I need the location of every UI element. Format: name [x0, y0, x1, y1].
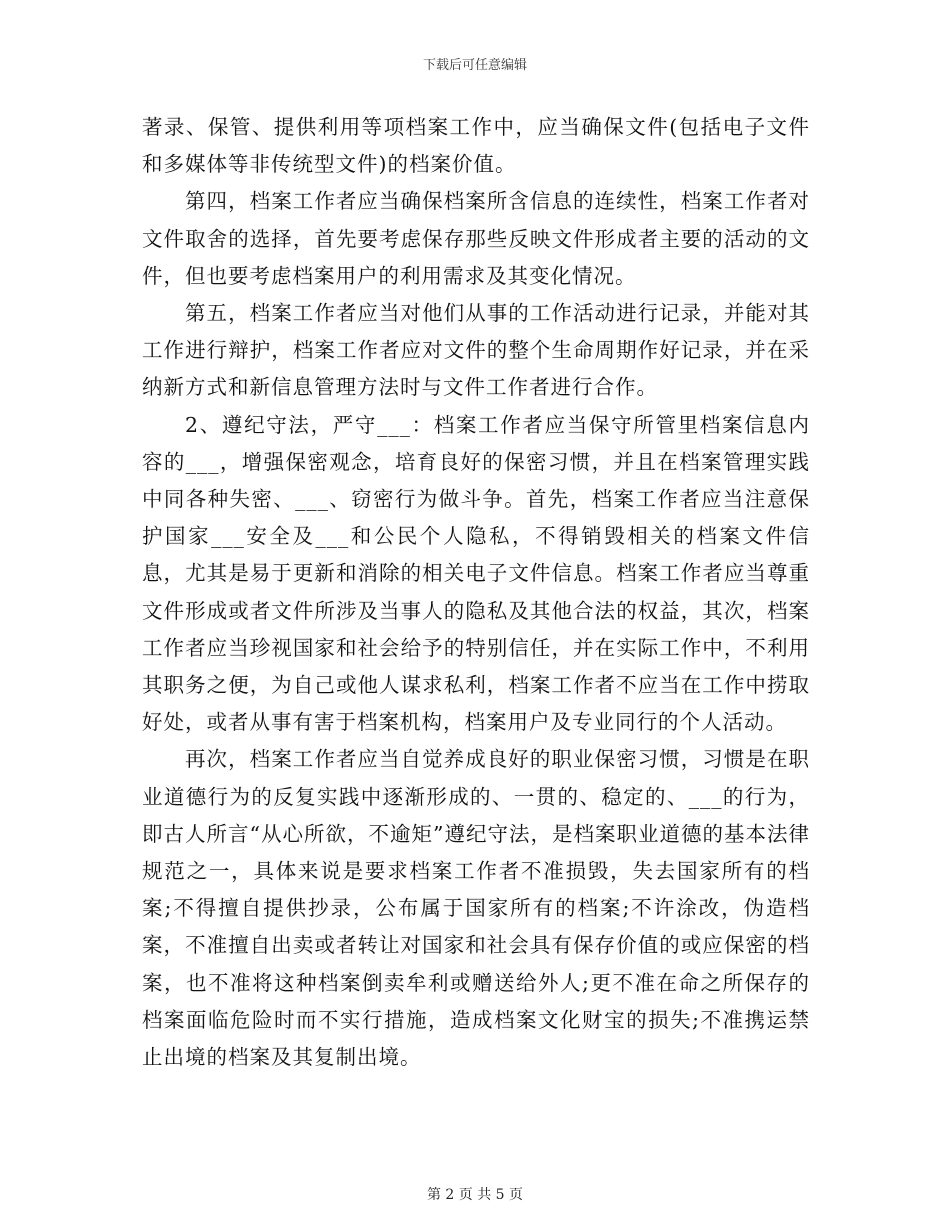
page-header: 下载后可任意编辑: [422, 58, 527, 73]
document-body: [142, 109, 810, 1076]
paragraph-2: 第四，档案工作者应当确保档案所含信息的连续性，档案工作者对文件取舍的选择，首先要考虑保存那些反映文件形成者主要的活动的文件，但也要考虑档案用户的利用需求及其变化情况。: [142, 189, 810, 288]
paragraph-4: 2、遵纪守法，严守___：档案工作者应当保守所管里档案信息内容的___，增强保密观念，培育良好的保密习惯，并且在档案管理实践中同各种失密、___、窃密行为做斗争。首先，档案工作者应当注意保护国家___安全及___和公民个人隐私，不得销毁相关的档案文件信息，尤其是易于更新和消除的相关电子文件信息。档案工作者应当尊重文件形成或者文件所涉及当事人的隐私及其他合法的权益，其次，档案工作者应当珍视国家和社会给予的特别信任，并在实际工作中，不利用其职务之便，为自己或他人谋求私利，档案工作者不应当在工作中捞取好处，或者从事有害于档案机构，档案用户及专业同行的个人活动。: [142, 412, 810, 735]
paragraph-1: 著录、保管、提供利用等项档案工作中，应当确保文件(包括电子文件和多媒体等非传统型文件)的档案价值。: [142, 115, 810, 177]
page-footer: 第 2 页 共 5 页: [426, 1187, 524, 1203]
paragraph-5: 再次，档案工作者应当自觉养成良好的职业保密习惯，习惯是在职业道德行为的反复实践中逐渐形成的、一贯的、稳定的、___的行为，即古人所言“从心所欲，不逾矩”遵纪守法，是档案职业道德的基本法律规范之一，具体来说是要求档案工作者不准损毁，失去国家所有的档案;不得擅自提供抄录，公布属于国家所有的档案;不许涂改，伪造档案，不准擅自出卖或者转让对国家和社会具有保存价值的或应保密的档案，也不准将这种档案倒卖牟利或赠送给外人;更不准在命之所保存的档案面临危险时而不实行措施，造成档案文化财宝的损失;不准携运禁止出境的档案及其复制出境。: [142, 747, 810, 1070]
paragraph-3: 第五，档案工作者应当对他们从事的工作活动进行记录，并能对其工作进行辩护，档案工作者应对文件的整个生命周期作好记录，并在采纳新方式和新信息管理方法时与文件工作者进行合作。: [142, 301, 810, 400]
